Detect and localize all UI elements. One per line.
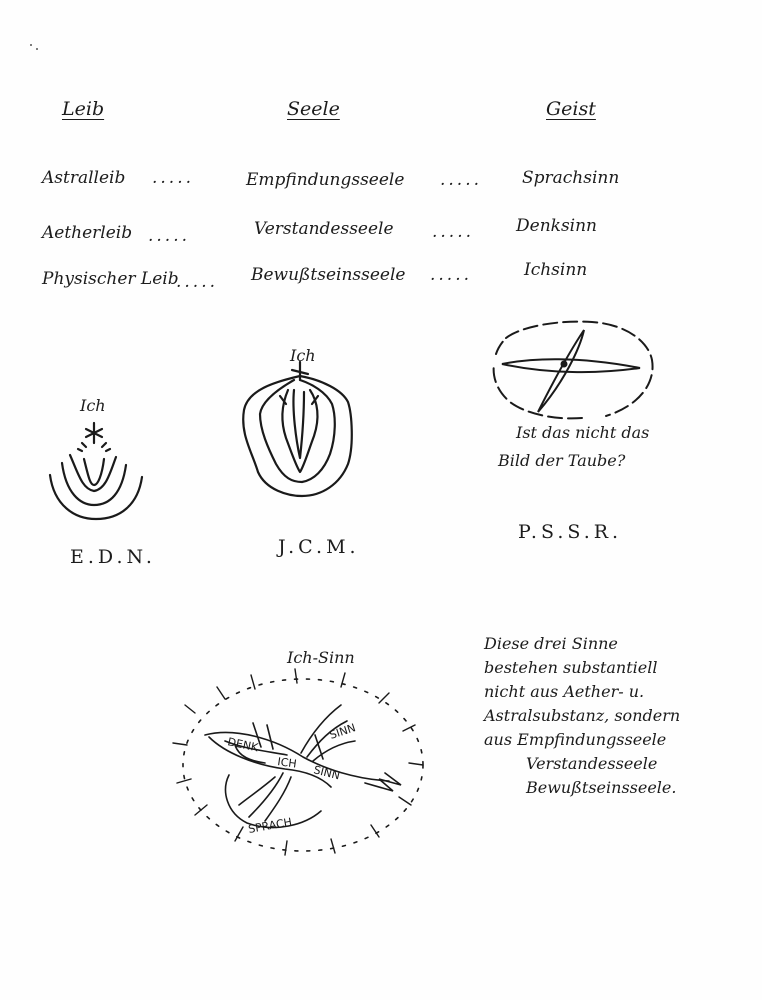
dove-drawing: [165, 665, 435, 865]
row1-dots-a: .....: [152, 168, 195, 188]
paper-speck: [36, 48, 38, 50]
left-caption: E.D.N.: [70, 546, 156, 568]
row3-dots-a: .....: [176, 272, 219, 292]
row2-seele: Verstandesseele: [254, 219, 394, 239]
row1-leib: Astralleib: [42, 168, 126, 188]
row3-geist: Ichsinn: [524, 260, 588, 280]
dove-ich-sinn-label: Ich-Sinn: [287, 648, 355, 667]
row1-geist: Sprachsinn: [522, 168, 620, 188]
row2-dots-a: .....: [148, 226, 191, 246]
dove-word-sinn-b: SINN: [312, 763, 342, 783]
dove-word-denk: DENK: [226, 735, 260, 755]
middle-caption: J.C.M.: [278, 536, 360, 558]
dove-word-ich: ICH: [276, 755, 298, 771]
note-line: Bewußtseinsseele.: [526, 778, 677, 797]
row3-dots-b: .....: [430, 265, 473, 285]
row2-dots-b: .....: [432, 222, 475, 242]
note-block: [484, 632, 744, 800]
left-ich-label: Ich: [80, 396, 106, 415]
right-cross-drawing: [488, 318, 658, 422]
header-seele: Seele: [287, 98, 340, 120]
note-line: aus Empfindungsseele: [484, 730, 667, 749]
left-soul-drawing: [40, 415, 150, 525]
header-geist: Geist: [546, 98, 596, 120]
middle-ich-label: Ich: [290, 346, 316, 365]
note-line: nicht aus Aether- u.: [484, 682, 645, 701]
row2-leib: Aetherleib: [42, 223, 133, 243]
right-question-line2: Bild der Taube?: [498, 451, 626, 470]
dove-word-sprach: SPRACH: [247, 815, 293, 836]
middle-soul-drawing: [240, 360, 360, 500]
right-caption: P.S.S.R.: [518, 521, 623, 543]
right-question-line1: Ist das nicht das: [516, 423, 650, 442]
row1-seele: Empfindungsseele: [246, 170, 405, 190]
header-leib: Leib: [62, 98, 105, 120]
row3-seele: Bewußtseinsseele: [251, 265, 406, 285]
note-line: Astralsubstanz, sondern: [484, 706, 681, 725]
dove-word-sinn-a: SINN: [327, 721, 358, 742]
note-line: bestehen substantiell: [484, 658, 658, 677]
paper-speck: [30, 44, 32, 46]
row2-geist: Denksinn: [516, 216, 597, 236]
row1-dots-b: .....: [440, 170, 483, 190]
note-line: Verstandesseele: [526, 754, 658, 773]
note-line: Diese drei Sinne: [484, 634, 618, 653]
row3-leib: Physischer Leib: [42, 269, 179, 289]
